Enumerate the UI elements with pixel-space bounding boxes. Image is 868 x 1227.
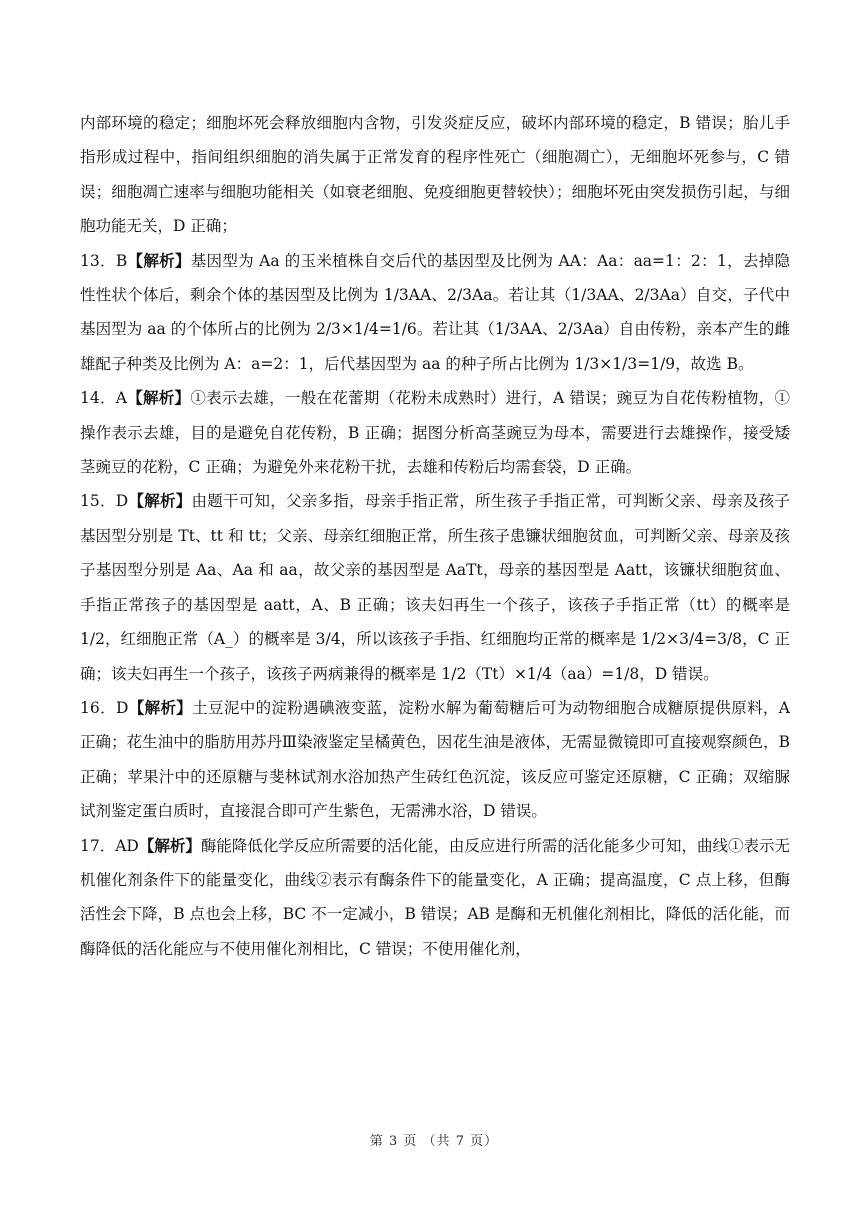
question-14-explanation [80,381,790,484]
paragraph-text: 土豆泥中的淀粉遇碘液变蓝，淀粉水解为葡萄糖后可为动物细胞合成糖原提供原料，A 正确；花生油中的脂肪用苏丹Ⅲ染液鉴定呈橘黄色，因花生油是液体，无需显微镜即可直接观察颜色，B 正确；苹果汁中的还原糖与斐林试剂水浴加热产生砖红色沉淀，该反应可鉴定还原糖，C 正确；双缩脲试剂鉴定蛋白质时，直接混合即可产生紫色，无需沸水浴，D 错误。 [80,698,790,821]
paragraph-text: ①表示去雄，一般在花蕾期（花粉未成熟时）进行，A 错误；豌豆为自花传粉植物，①操作表示去雄，目的是避免自花传粉，B 正确；据图分析高茎豌豆为母本，需要进行去雄操作，接受矮茎豌豆的花粉，C 正确；为避免外来花粉干扰，去雄和传粉后均需套袋，D 正确。 [80,389,790,477]
question-13-explanation [80,244,790,382]
question-number: 14． [80,389,116,408]
answer-letter: AD [115,836,139,855]
analysis-tag: 【解析】 [126,388,191,408]
analysis-tag: 【解析】 [138,835,201,855]
paragraph-text: 内部环境的稳定；细胞坏死会释放细胞内含物，引发炎症反应，破坏内部环境的稳定，B 错误；胎儿手指形成过程中，指间组织细胞的消失属于正常发育的程序性死亡（细胞凋亡），无细胞坏死参与，C 错误；细胞凋亡速率与细胞功能相关（如衰老细胞、免疫细胞更替较快）；细胞坏死由突发损伤引起，与细胞功能无关，D 正确； [80,114,790,236]
paragraph-continuation [80,106,790,244]
question-number: 16． [80,698,116,717]
answer-letter: B [115,251,128,270]
answer-explanations [80,106,790,966]
analysis-tag: 【解析】 [128,491,192,511]
question-number: 15． [80,492,116,511]
analysis-tag: 【解析】 [127,250,191,270]
answer-letter: A [115,389,127,408]
paragraph-text: 酶能降低化学反应所需要的活化能，由反应进行所需的活化能多少可知，曲线①表示无机催化剂条件下的能量变化，曲线②表示有酶条件下的能量变化，A 正确；提高温度，C 点上移，但酶活性会下降，B 点也会上移，BC 不一定减小，B 错误；AB 是酶和无机催化剂相比，降低的活化能，而酶降低的活化能应与不使用催化剂相比，C 错误；不使用催化剂， [80,836,790,958]
answer-letter: D [115,492,129,511]
question-number: 13． [80,251,116,270]
paragraph-text: 由题干可知，父亲多指，母亲手指正常，所生孩子手指正常，可判断父亲、母亲及孩子基因型分别是 Tt、tt 和 tt；父亲、母亲红细胞正常，所生孩子患镰状细胞贫血，可判断父亲、母亲及孩子基因型分别是 Aa、Aa 和 aa，故父亲的基因型是 AaTt，母亲的基因型是 Aatt，该镰状细胞贫血、手指正常孩子的基因型是 aatt，A、B 正确；该夫妇再生一个孩子，该孩子手指正常（tt）的概率是 1/2，红细胞正常（A_）的概率是 3/4，所以该孩子手指、红细胞均正常的概率是 1/2×3/4=3/8，C 正确；该夫妇再生一个孩子，该孩子两病兼得的概率是 1/2（Tt）×1/4（aa）=1/8，D 错误。 [80,492,790,683]
question-16-explanation [80,691,790,829]
question-number: 17． [80,836,116,855]
paragraph-text: 基因型为 Aa 的玉米植株自交后代的基因型及比例为 AA：Aa：aa=1：2：1，去掉隐性性状个体后，剩余个体的基因型及比例为 1/3AA、2/3Aa。若让其（1/3AA、2/3Aa）自交，子代中基因型为 aa 的个体所占的比例为 2/3×1/4=1/6。若让其（1/3AA、2/3Aa）自由传粉，亲本产生的雌雄配子种类及比例为 A：a=2：1，后代基因型为 aa 的种子所占比例为 1/3×1/3=1/9，故选 B。 [80,251,790,373]
page-footer: 第 3 页 （共 7 页） [369,1134,499,1149]
analysis-tag: 【解析】 [128,697,193,717]
question-15-explanation [80,484,790,690]
answer-letter: D [115,698,129,717]
question-17-explanation [80,829,790,967]
